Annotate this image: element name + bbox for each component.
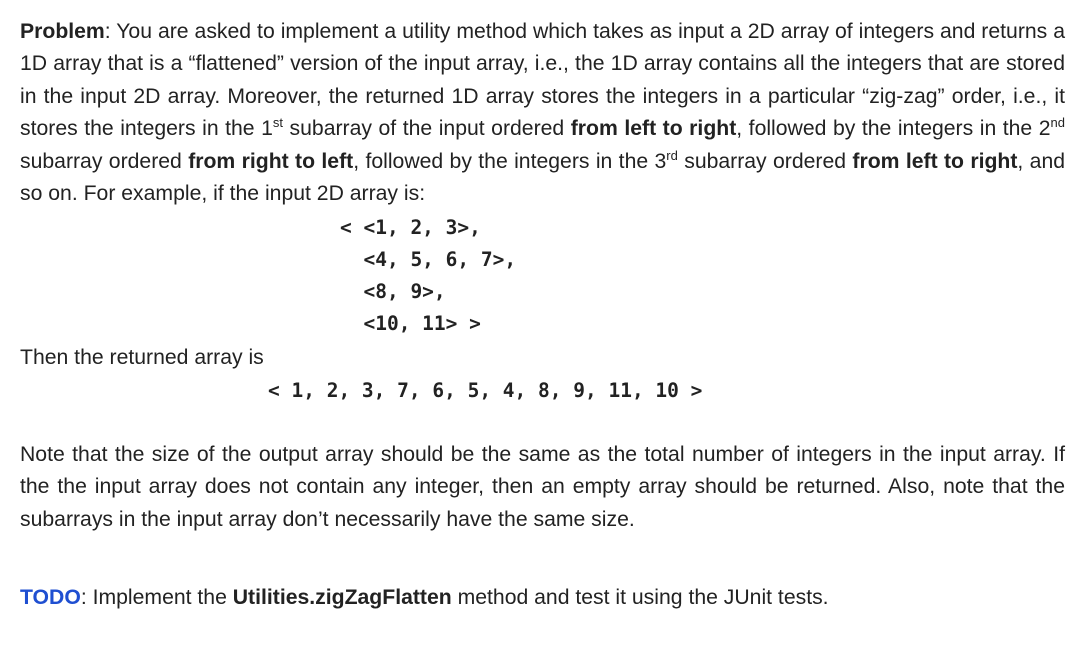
example-input-array: [340, 212, 1065, 340]
emphasis-left-to-right-2: from left to right: [852, 149, 1018, 173]
todo-label: TODO: [20, 586, 81, 610]
assignment-document: [20, 16, 1065, 614]
example-input-line: <10, 11> >: [340, 312, 481, 336]
ordinal-3rd-superscript: rd: [666, 147, 678, 163]
note-paragraph: Note that the size of the output array should be the same as the total number of integers in the input array. If the the input array does not contain any integer, then an empty array should be returned. Also, note that the subarrays in the input array don’t necessarily have the same size.: [20, 442, 1065, 531]
ordinal-1st-superscript: st: [272, 115, 284, 131]
problem-label-separator: :: [104, 20, 117, 43]
problem-text-5: , followed by the integers in the 3: [353, 149, 667, 173]
todo-text-2: method and test it using the JUnit tests.: [451, 586, 829, 610]
emphasis-right-to-left: from right to left: [188, 149, 354, 173]
problem-text-3: , followed by the integers in the 2: [736, 117, 1051, 141]
todo-paragraph: [20, 582, 1065, 614]
example-input-line: <4, 5, 6, 7>,: [340, 248, 517, 272]
problem-paragraph: [20, 16, 1065, 210]
problem-text-2: subarray of the input ordered: [283, 117, 571, 141]
example-input-line: < <1, 2, 3>,: [340, 216, 481, 240]
problem-text-7: , and so on. For example, if the input 2D array is:: [20, 149, 1066, 206]
problem-text-6: subarray ordered: [677, 149, 853, 173]
problem-text-4: subarray ordered: [20, 149, 189, 173]
todo-label-separator: :: [80, 586, 93, 610]
example-input-line: <8, 9>,: [340, 280, 446, 304]
emphasis-left-to-right-1: from left to right: [570, 117, 737, 141]
then-returned-text: Then the returned array is: [20, 346, 264, 370]
problem-text-1: You are asked to implement a utility method which takes as input a 2D array of integers and returns a 1D array that is a “flattened” version of the input array, i.e., the 1D array contains all the integers that are stored in the input 2D array. Moreover, the returned 1D array stores the integers in a particular “zig-zag” order, i.e., it stores the integers in the 1: [20, 20, 1066, 141]
problem-label: Problem: [20, 20, 105, 43]
ordinal-2nd-superscript: nd: [1050, 115, 1065, 131]
todo-text-1: Implement the: [92, 586, 233, 610]
example-output-array: < 1, 2, 3, 7, 6, 5, 4, 8, 9, 11, 10 >: [268, 378, 703, 402]
method-name: Utilities.zigZagFlatten: [232, 586, 452, 610]
